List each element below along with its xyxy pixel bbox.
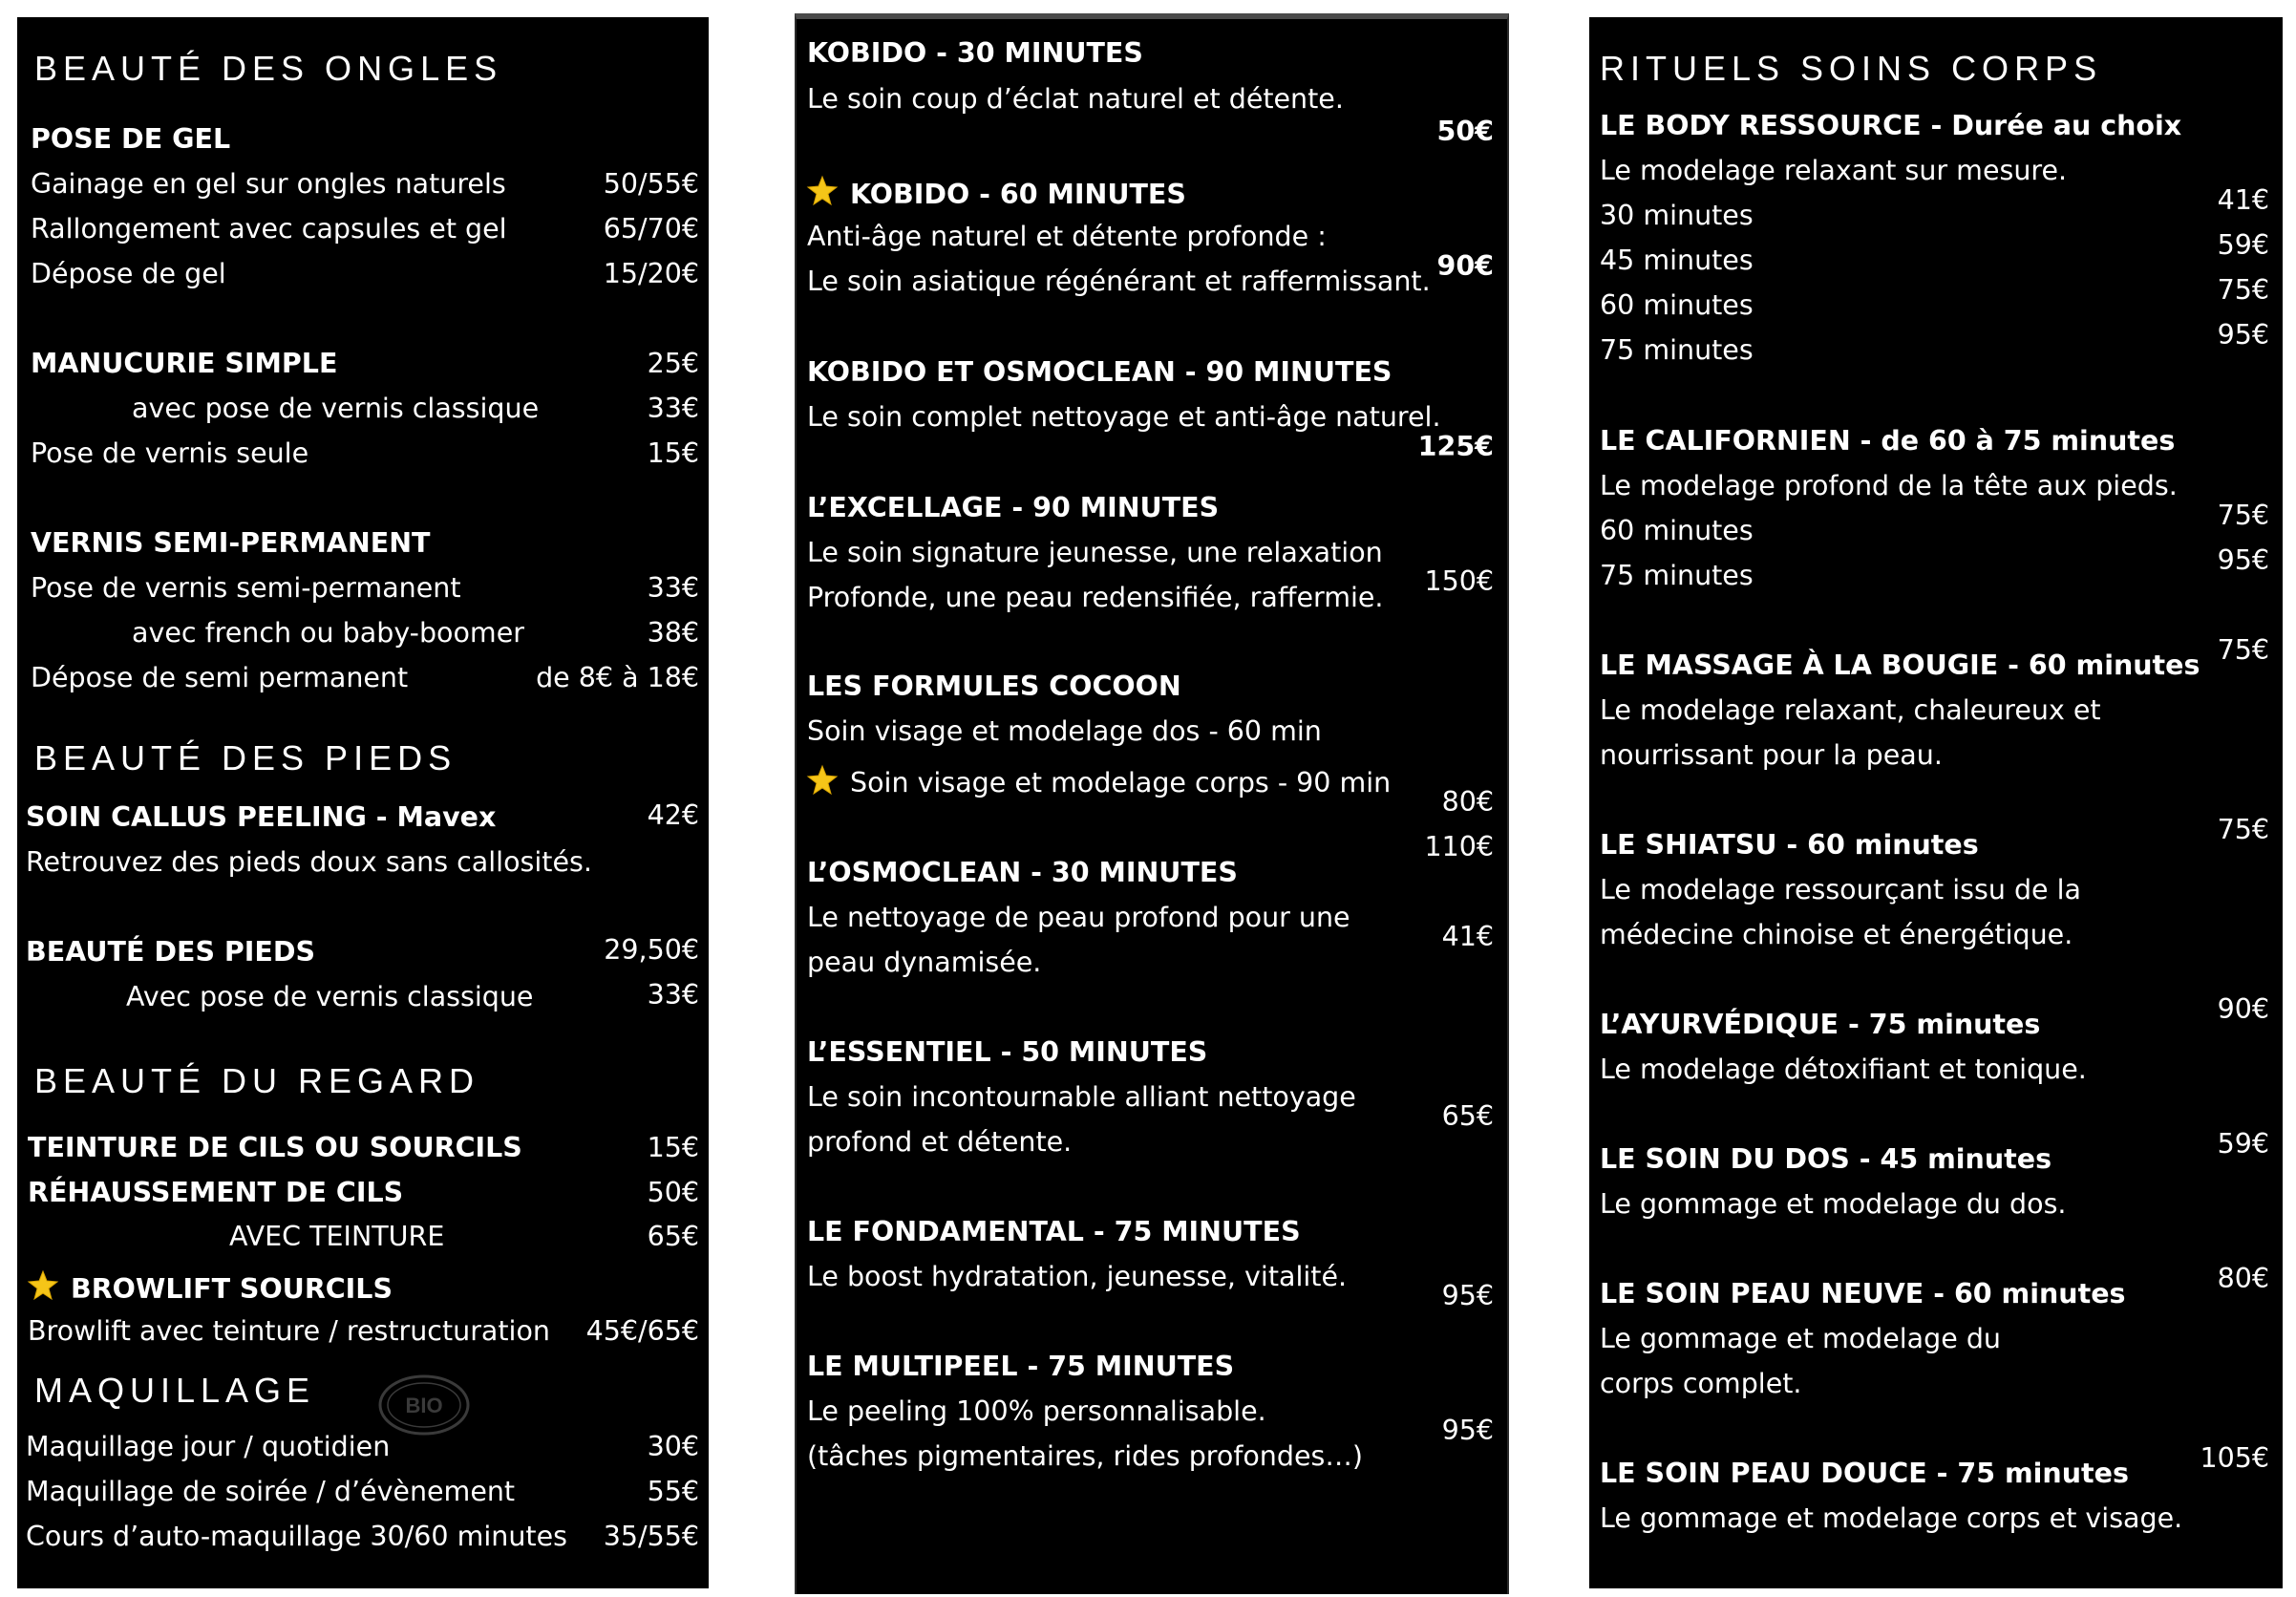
tint-price: 15€ bbox=[647, 1132, 699, 1163]
star-icon bbox=[806, 764, 839, 797]
fondamental-price: 95€ bbox=[1441, 1280, 1494, 1311]
with-tint-label: AVEC TEINTURE bbox=[229, 1221, 445, 1252]
feet-beauty-title: BEAUTÉ DES PIEDS bbox=[26, 936, 316, 968]
kobido-osmoclean-price: 125€ bbox=[1417, 431, 1494, 462]
kobido-60-title: KOBIDO - 60 MINUTES bbox=[850, 179, 1186, 210]
multipeel-desc-2: (tâches pigmentaires, rides profondes…) bbox=[807, 1440, 1363, 1472]
essentiel-desc-1: Le soin incontournable alliant nettoyage bbox=[807, 1081, 1356, 1113]
peau-douce-title: LE SOIN PEAU DOUCE - 75 minutes bbox=[1600, 1458, 2129, 1489]
multipeel-title: LE MULTIPEEL - 75 MINUTES bbox=[807, 1351, 1235, 1382]
makeup-item-1: Maquillage jour / quotidien bbox=[26, 1431, 391, 1462]
excellage-price: 150€ bbox=[1424, 565, 1494, 597]
manucure-price: 25€ bbox=[647, 348, 699, 379]
californien-option-1: 60 minutes bbox=[1600, 515, 1754, 546]
face-care-panel bbox=[795, 13, 1509, 1594]
essentiel-title: L’ESSENTIEL - 50 MINUTES bbox=[807, 1036, 1208, 1068]
multipeel-desc-1: Le peeling 100% personnalisable. bbox=[807, 1395, 1266, 1427]
manucure-item-1-price: 33€ bbox=[647, 393, 699, 424]
peau-neuve-title: LE SOIN PEAU NEUVE - 60 minutes bbox=[1600, 1278, 2126, 1310]
kobido-30-desc: Le soin coup d’éclat naturel et détente. bbox=[807, 83, 1344, 115]
fondamental-title: LE FONDAMENTAL - 75 MINUTES bbox=[807, 1216, 1301, 1247]
body-ressource-option-1: 30 minutes bbox=[1600, 200, 1754, 231]
peau-neuve-price: 80€ bbox=[2217, 1263, 2269, 1294]
gel-title: POSE DE GEL bbox=[31, 123, 231, 155]
body-ressource-price-2: 59€ bbox=[2217, 229, 2269, 261]
gel-item-1: Gainage en gel sur ongles naturels bbox=[31, 168, 506, 200]
with-tint-price: 65€ bbox=[647, 1221, 699, 1252]
osmoclean-desc-1: Le nettoyage de peau profond pour une bbox=[807, 902, 1350, 933]
nails-heading: BEAUTÉ DES ONGLES bbox=[34, 49, 503, 88]
browlift-desc: Browlift avec teinture / restructuration bbox=[28, 1315, 550, 1347]
bio-logo bbox=[376, 1372, 472, 1438]
makeup-item-3: Cours d’auto-maquillage 30/60 minutes bbox=[26, 1521, 567, 1552]
osmoclean-desc-2: peau dynamisée. bbox=[807, 947, 1042, 978]
multipeel-price: 95€ bbox=[1441, 1415, 1494, 1446]
osmoclean-title: L’OSMOCLEAN - 30 MINUTES bbox=[807, 857, 1238, 888]
semi-item-2: avec french ou baby-boomer bbox=[132, 617, 524, 649]
body-ressource-option-4: 75 minutes bbox=[1600, 334, 1754, 366]
peau-douce-desc: Le gommage et modelage corps et visage. bbox=[1600, 1502, 2183, 1534]
osmoclean-price: 41€ bbox=[1441, 921, 1494, 952]
semi-item-3-price: de 8€ à 18€ bbox=[536, 662, 699, 693]
californien-price-1: 75€ bbox=[2217, 500, 2269, 531]
kobido-30-title: KOBIDO - 30 MINUTES bbox=[807, 37, 1143, 69]
manucure-title: MANUCURIE SIMPLE bbox=[31, 348, 338, 379]
kobido-60-desc-2: Le soin asiatique régénérant et raffermissant. bbox=[807, 266, 1431, 297]
kobido-osmoclean-desc: Le soin complet nettoyage et anti-âge naturel. bbox=[807, 401, 1441, 433]
peau-neuve-desc-1: Le gommage et modelage du bbox=[1600, 1323, 2001, 1354]
callus-title: SOIN CALLUS PEELING - Mavex bbox=[26, 801, 497, 833]
ayurvedique-title: L’AYURVÉDIQUE - 75 minutes bbox=[1600, 1009, 2041, 1040]
fondamental-desc: Le boost hydratation, jeunesse, vitalité. bbox=[807, 1261, 1348, 1292]
shiatsu-desc-1: Le modelage ressourçant issu de la bbox=[1600, 874, 2082, 905]
semi-item-1: Pose de vernis semi-permanent bbox=[31, 572, 461, 604]
shiatsu-title: LE SHIATSU - 60 minutes bbox=[1600, 829, 1979, 861]
gel-item-2: Rallongement avec capsules et gel bbox=[31, 213, 507, 245]
manucure-item-1: avec pose de vernis classique bbox=[132, 393, 540, 424]
kobido-60-desc-1: Anti-âge naturel et détente profonde : bbox=[807, 221, 1327, 252]
cocoon-item-2-price: 110€ bbox=[1424, 831, 1494, 862]
cocoon-item-1: Soin visage et modelage dos - 60 min bbox=[807, 715, 1322, 747]
body-rituals-panel bbox=[1589, 17, 2283, 1588]
body-ressource-option-3: 60 minutes bbox=[1600, 289, 1754, 321]
semi-item-1-price: 33€ bbox=[647, 572, 699, 604]
peau-neuve-desc-2: corps complet. bbox=[1600, 1368, 1802, 1399]
californien-option-2: 75 minutes bbox=[1600, 560, 1754, 591]
cocoon-item-2: Soin visage et modelage corps - 90 min bbox=[850, 767, 1392, 798]
candle-massage-price: 75€ bbox=[2217, 634, 2269, 666]
gel-item-3-price: 15/20€ bbox=[603, 258, 699, 289]
californien-title: LE CALIFORNIEN - de 60 à 75 minutes bbox=[1600, 425, 2176, 457]
excellage-title: L’EXCELLAGE - 90 MINUTES bbox=[807, 492, 1220, 523]
lash-lift-price: 50€ bbox=[647, 1177, 699, 1208]
californien-price-2: 95€ bbox=[2217, 544, 2269, 576]
gaze-heading: BEAUTÉ DU REGARD bbox=[34, 1061, 480, 1100]
candle-massage-desc-1: Le modelage relaxant, chaleureux et bbox=[1600, 694, 2101, 726]
kobido-30-price: 50€ bbox=[1436, 116, 1494, 147]
feet-beauty-price: 29,50€ bbox=[604, 934, 699, 966]
back-care-price: 59€ bbox=[2217, 1128, 2269, 1160]
essentiel-price: 65€ bbox=[1441, 1100, 1494, 1132]
body-ressource-price-4: 95€ bbox=[2217, 319, 2269, 351]
tint-title: TEINTURE DE CILS OU SOURCILS bbox=[28, 1132, 522, 1163]
body-ressource-title: LE BODY RESSOURCE - Durée au choix bbox=[1600, 110, 2182, 141]
peau-douce-price: 105€ bbox=[2200, 1442, 2269, 1474]
makeup-heading: MAQUILLAGE bbox=[34, 1371, 316, 1410]
ayurvedique-desc: Le modelage détoxifiant et tonique. bbox=[1600, 1054, 2087, 1085]
browlift-title: BROWLIFT SOURCILS bbox=[71, 1273, 393, 1305]
callus-price: 42€ bbox=[647, 799, 699, 831]
body-rituals-heading: RITUELS SOINS CORPS bbox=[1600, 49, 2103, 88]
star-icon bbox=[27, 1269, 59, 1302]
ayurvedique-price: 90€ bbox=[2217, 993, 2269, 1025]
shiatsu-desc-2: médecine chinoise et énergétique. bbox=[1600, 919, 2073, 950]
svg-text:BIO: BIO bbox=[405, 1394, 443, 1417]
cocoon-item-1-price: 80€ bbox=[1441, 786, 1494, 818]
makeup-item-2-price: 55€ bbox=[647, 1476, 699, 1507]
candle-massage-title: LE MASSAGE À LA BOUGIE - 60 minutes bbox=[1600, 649, 2200, 681]
body-ressource-price-1: 41€ bbox=[2217, 184, 2269, 216]
candle-massage-desc-2: nourrissant pour la peau. bbox=[1600, 739, 1943, 771]
feet-heading: BEAUTÉ DES PIEDS bbox=[34, 738, 457, 777]
semi-title: VERNIS SEMI-PERMANENT bbox=[31, 527, 431, 559]
excellage-desc-2: Profonde, une peau redensifiée, raffermie. bbox=[807, 582, 1384, 613]
semi-item-3: Dépose de semi permanent bbox=[31, 662, 409, 693]
feet-beauty-item-1-price: 33€ bbox=[647, 979, 699, 1011]
gel-item-1-price: 50/55€ bbox=[603, 168, 699, 200]
feet-beauty-item-1: Avec pose de vernis classique bbox=[126, 981, 534, 1012]
makeup-item-2: Maquillage de soirée / d’évènement bbox=[26, 1476, 516, 1507]
californien-desc: Le modelage profond de la tête aux pieds. bbox=[1600, 470, 2178, 501]
makeup-item-1-price: 30€ bbox=[647, 1431, 699, 1462]
body-ressource-desc: Le modelage relaxant sur mesure. bbox=[1600, 155, 2068, 186]
excellage-desc-1: Le soin signature jeunesse, une relaxation bbox=[807, 537, 1383, 568]
nails-makeup-panel bbox=[17, 17, 709, 1588]
manucure-item-2: Pose de vernis seule bbox=[31, 437, 309, 469]
back-care-desc: Le gommage et modelage du dos. bbox=[1600, 1188, 2067, 1220]
cocoon-title: LES FORMULES COCOON bbox=[807, 671, 1181, 702]
essentiel-desc-2: profond et détente. bbox=[807, 1126, 1073, 1158]
back-care-title: LE SOIN DU DOS - 45 minutes bbox=[1600, 1143, 2052, 1175]
shiatsu-price: 75€ bbox=[2217, 814, 2269, 845]
semi-item-2-price: 38€ bbox=[647, 617, 699, 649]
manucure-item-2-price: 15€ bbox=[647, 437, 699, 469]
kobido-60-price: 90€ bbox=[1436, 250, 1494, 282]
makeup-item-3-price: 35/55€ bbox=[603, 1521, 699, 1552]
star-icon bbox=[806, 175, 839, 207]
browlift-price: 45€/65€ bbox=[585, 1315, 699, 1347]
body-ressource-price-3: 75€ bbox=[2217, 274, 2269, 306]
lash-lift-title: RÉHAUSSEMENT DE CILS bbox=[28, 1177, 404, 1208]
gel-item-2-price: 65/70€ bbox=[603, 213, 699, 245]
kobido-osmoclean-title: KOBIDO ET OSMOCLEAN - 90 MINUTES bbox=[807, 356, 1392, 388]
callus-desc: Retrouvez des pieds doux sans callosités. bbox=[26, 846, 592, 878]
gel-item-3: Dépose de gel bbox=[31, 258, 226, 289]
body-ressource-option-2: 45 minutes bbox=[1600, 245, 1754, 276]
